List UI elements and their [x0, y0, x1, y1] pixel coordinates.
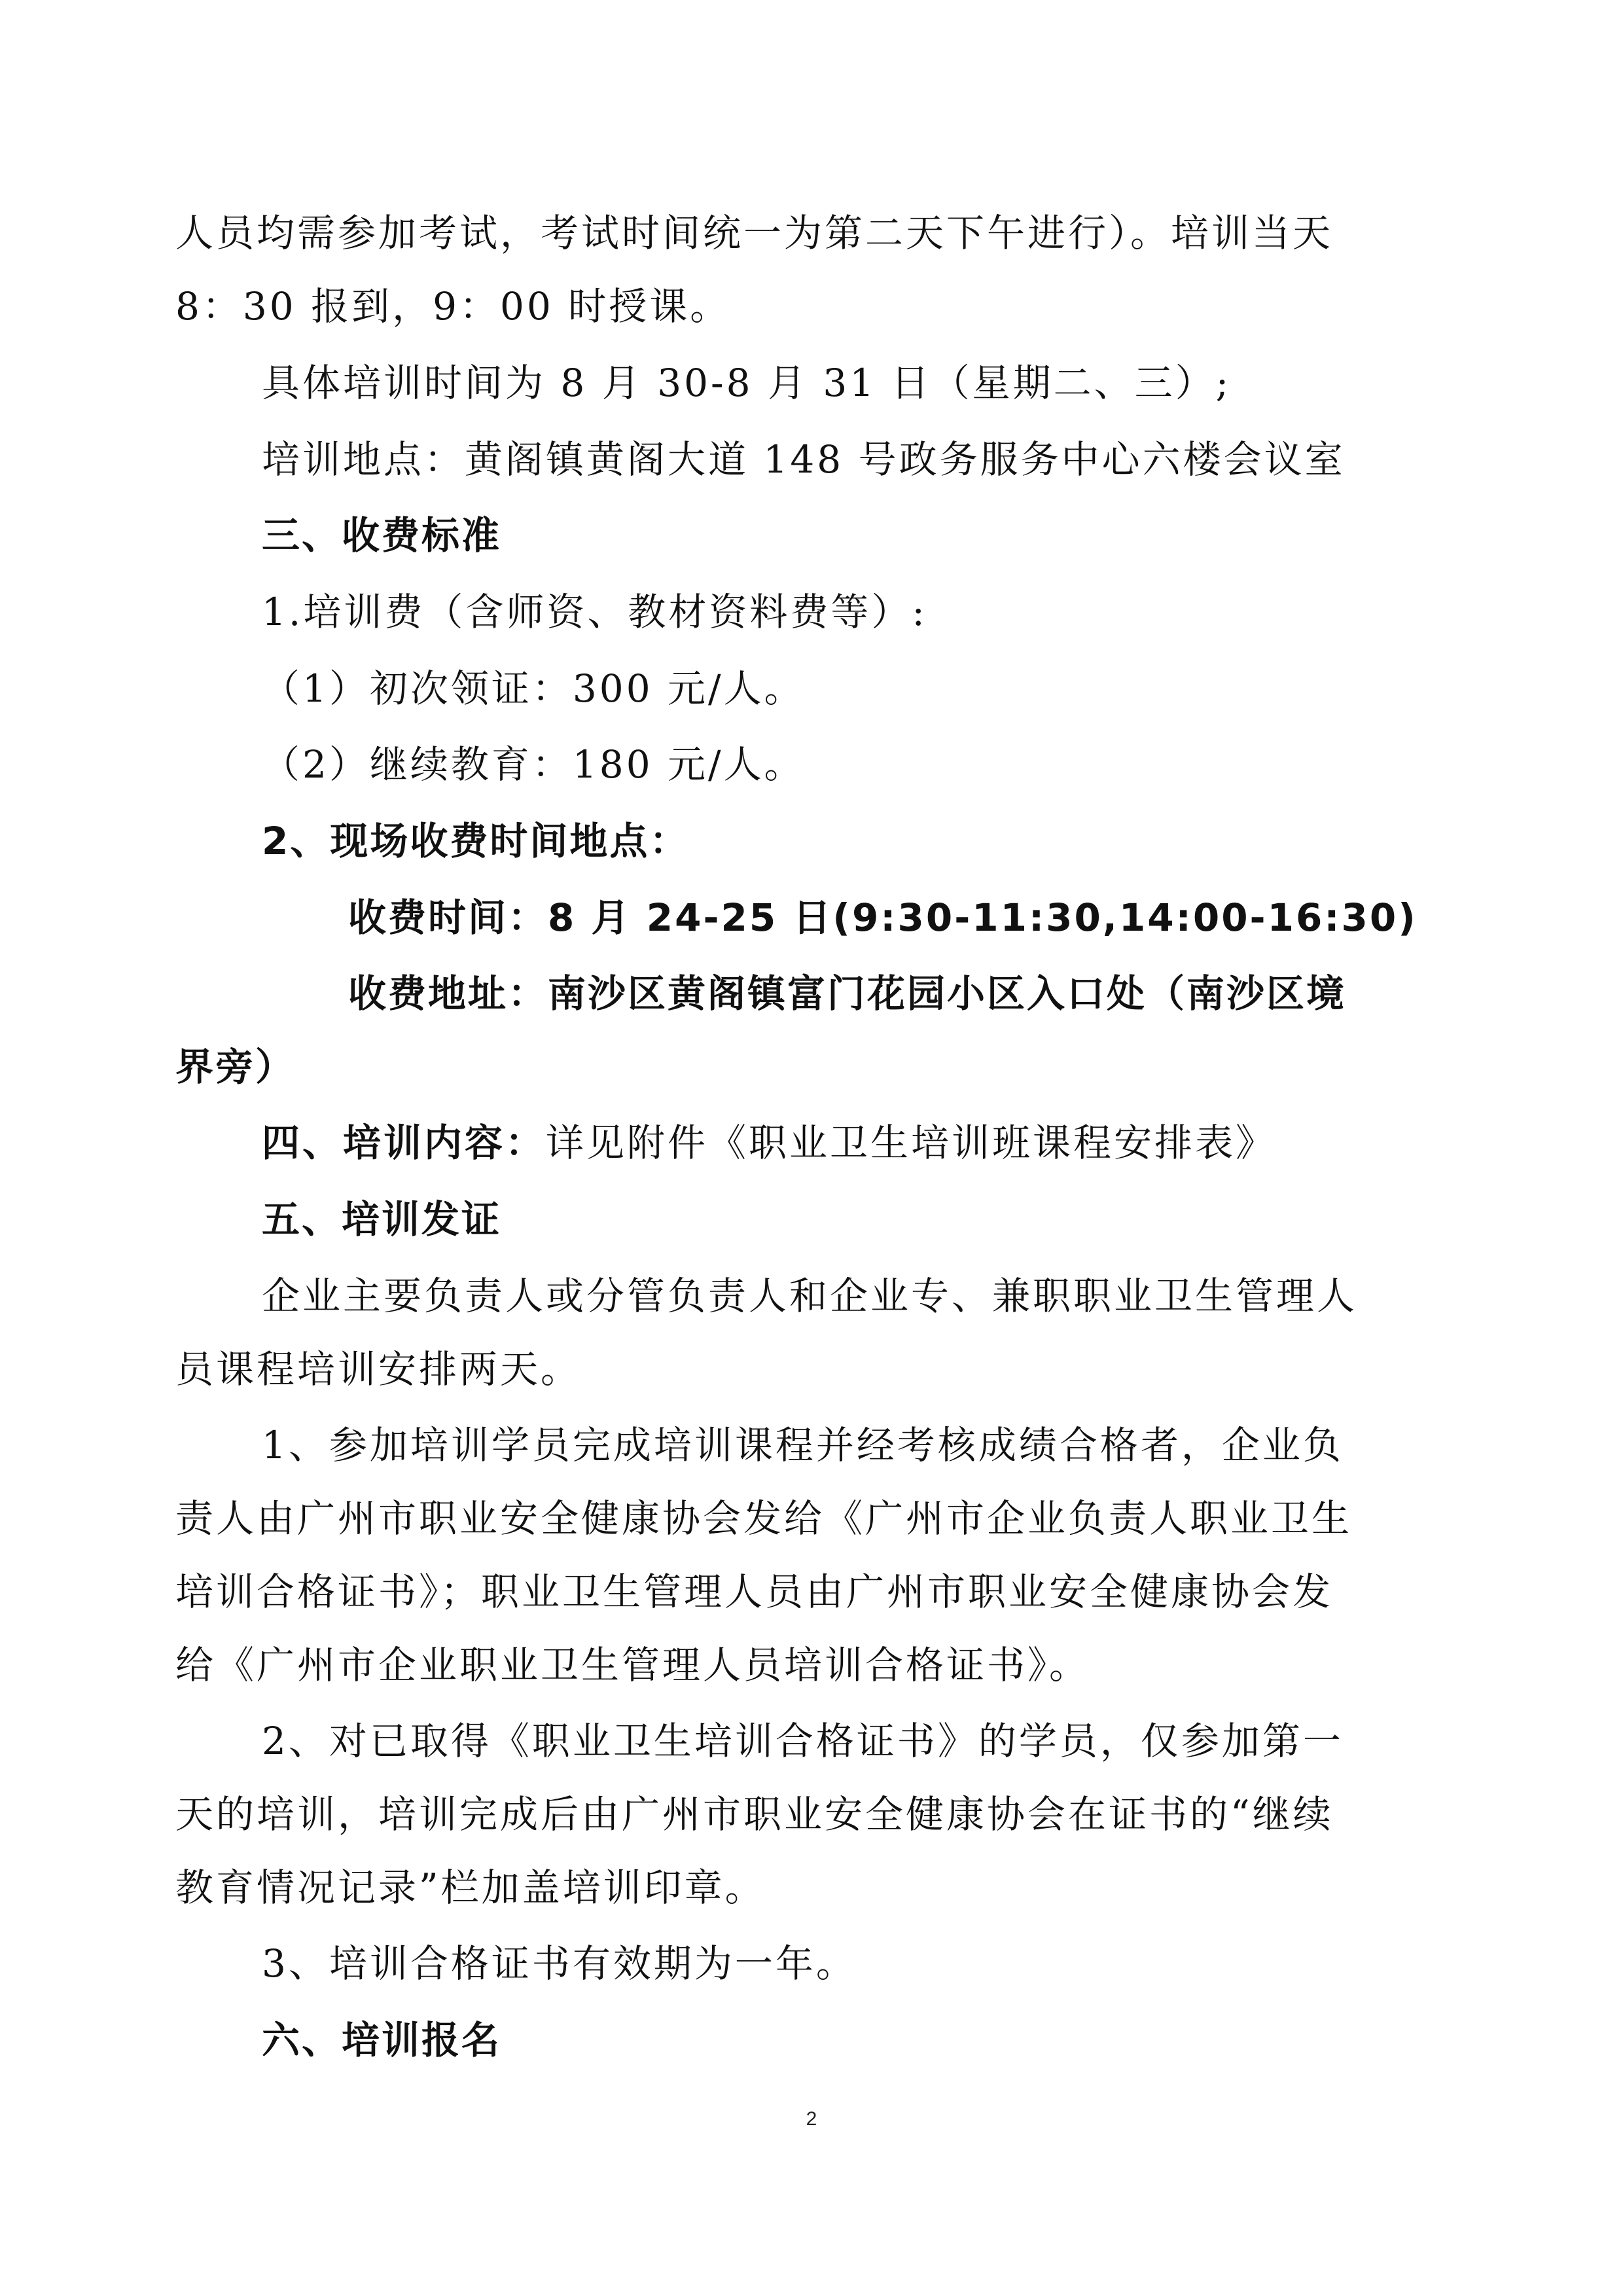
body-line: 8：30 报到，9：00 时授课。: [175, 284, 731, 329]
body-line: 员课程培训安排两天。: [175, 1347, 582, 1391]
body-line: 人员均需参加考试，考试时间统一为第二天下午进行）。培训当天: [175, 211, 1334, 255]
fee-address-line-continued: 界旁）: [175, 1045, 296, 1089]
section-detail: 详见附件《职业卫生培训班课程安排表》: [546, 1121, 1277, 1165]
body-line: 1.培训费（含师资、教材资料费等）:: [262, 590, 927, 634]
section-heading-label: 四、培训内容：: [262, 1121, 546, 1165]
body-line: 培训地点：黄阁镇黄阁大道 148 号政务服务中心六楼会议室: [262, 437, 1346, 482]
body-line: 企业主要负责人或分管负责人和企业专、兼职职业卫生管理人: [262, 1274, 1358, 1318]
body-line: 1、参加培训学员完成培训课程并经考核成绩合格者，企业负: [262, 1423, 1344, 1467]
body-line: （2）继续教育：180 元/人。: [262, 742, 805, 787]
body-line: 培训合格证书》；职业卫生管理人员由广州市职业安全健康协会发: [175, 1570, 1334, 1614]
body-line: 2、对已取得《职业卫生培训合格证书》的学员，仅参加第一: [262, 1719, 1344, 1763]
subsection-heading: 2、现场收费时间地点：: [262, 819, 690, 863]
fee-time-line: 收费时间：8 月 24-25 日(9:30-11:30,14:00-16:30): [348, 895, 1418, 940]
body-line: 给《广州市企业职业卫生管理人员培训合格证书》。: [175, 1643, 1090, 1687]
page-number: 2: [806, 2108, 817, 2130]
section-heading: 三、收费标准: [262, 513, 502, 558]
body-line: 具体培训时间为 8 月 30-8 月 31 日（星期二、三）;: [262, 361, 1232, 405]
body-line: 天的培训，培训完成后由广州市职业安全健康协会在证书的“继续: [175, 1792, 1334, 1837]
section-heading-training-content: [262, 1117, 1276, 1169]
section-heading: 五、培训发证: [262, 1197, 502, 1242]
body-line: 教育情况记录”栏加盖培训印章。: [175, 1865, 766, 1910]
fee-address-line: 收费地址：南沙区黄阁镇富门花园小区入口处（南沙区境: [348, 971, 1347, 1016]
body-line: 3、培训合格证书有效期为一年。: [262, 1941, 857, 1986]
section-heading: 六、培训报名: [262, 2018, 502, 2062]
body-line: （1）初次领证：300 元/人。: [262, 666, 805, 711]
body-line: 责人由广州市职业安全健康协会发给《广州市企业负责人职业卫生: [175, 1496, 1353, 1541]
